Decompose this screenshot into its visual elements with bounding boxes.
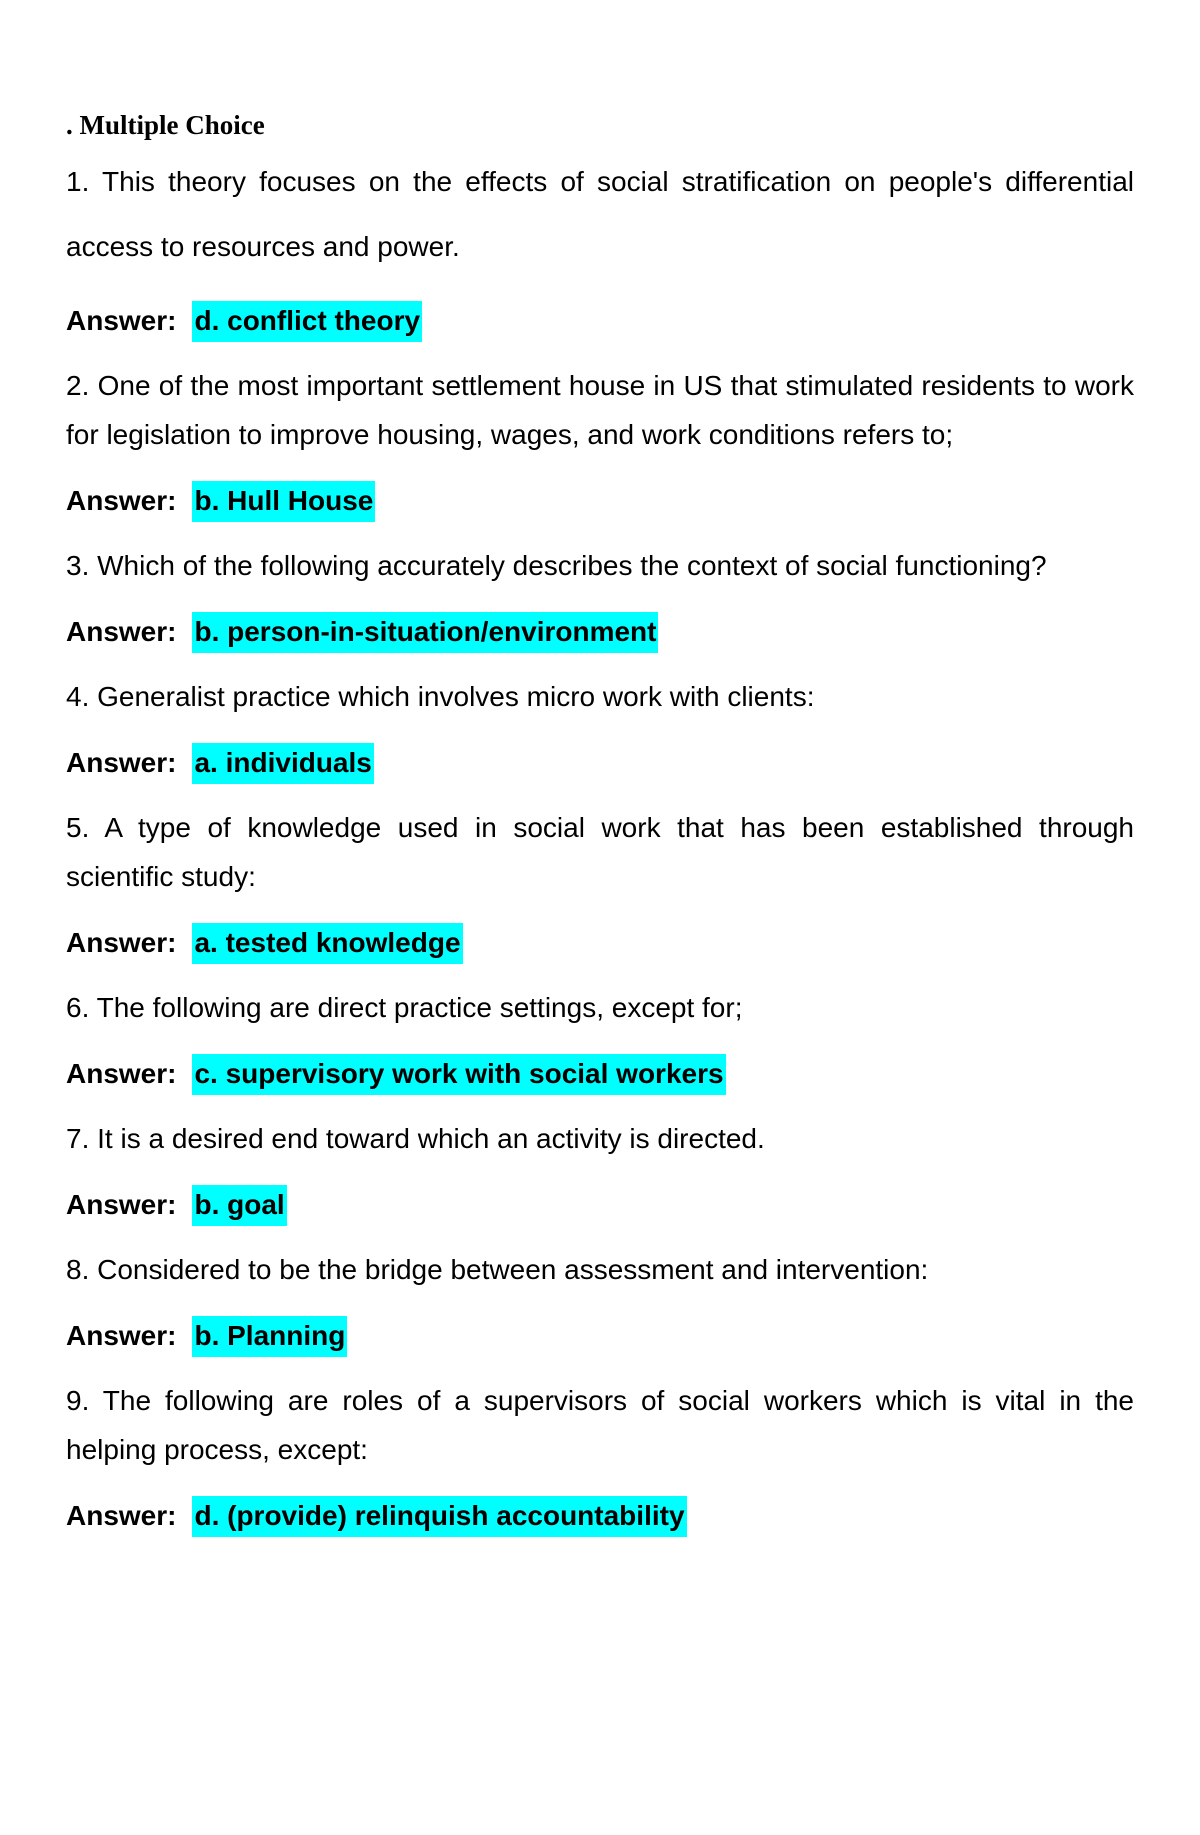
answer-4 xyxy=(66,741,1134,785)
question-5: 5. A type of knowledge used in social work that has been established through scientific study: xyxy=(66,812,1134,892)
answer-label: Answer: xyxy=(66,1189,177,1220)
answer-6 xyxy=(66,1052,1134,1096)
answer-label: Answer: xyxy=(66,927,177,958)
answer-3 xyxy=(66,610,1134,654)
answer-label: Answer: xyxy=(66,1058,177,1089)
question-6: 6. The following are direct practice settings, except for; xyxy=(66,992,743,1023)
question-3: 3. Which of the following accurately describes the context of social functioning? xyxy=(66,550,1047,581)
answer-text: b. Hull House xyxy=(192,481,375,522)
question-4: 4. Generalist practice which involves micro work with clients: xyxy=(66,681,815,712)
answer-7 xyxy=(66,1183,1134,1227)
answer-text: a. individuals xyxy=(192,743,373,784)
question-9: 9. The following are roles of a supervisors of social workers which is vital in the helping process, except: xyxy=(66,1385,1134,1465)
answer-text: a. tested knowledge xyxy=(192,923,462,964)
answer-label: Answer: xyxy=(66,616,177,647)
section-heading: . Multiple Choice xyxy=(66,110,265,140)
answer-text: b. goal xyxy=(192,1185,286,1226)
question-7: 7. It is a desired end toward which an activity is directed. xyxy=(66,1123,765,1154)
answer-label: Answer: xyxy=(66,1500,177,1531)
answer-label: Answer: xyxy=(66,305,177,336)
question-8: 8. Considered to be the bridge between assessment and intervention: xyxy=(66,1254,929,1285)
question-2: 2. One of the most important settlement house in US that stimulated residents to work for legislation to improve housing, wages, and work conditions refers to; xyxy=(66,370,1134,450)
answer-8 xyxy=(66,1314,1134,1358)
answer-text: b. Planning xyxy=(192,1316,347,1357)
answer-text: c. supervisory work with social workers xyxy=(192,1054,725,1095)
answer-label: Answer: xyxy=(66,485,177,516)
answer-9 xyxy=(66,1494,1134,1538)
question-1: 1. This theory focuses on the effects of social stratification on people's differential access to resources and power. xyxy=(66,166,1134,262)
answer-label: Answer: xyxy=(66,747,177,778)
answer-label: Answer: xyxy=(66,1320,177,1351)
answer-1 xyxy=(66,299,1134,343)
answer-5 xyxy=(66,921,1134,965)
answer-text: d. (provide) relinquish accountability xyxy=(192,1496,686,1537)
document-page xyxy=(66,108,1134,1556)
answer-2 xyxy=(66,479,1134,523)
answer-text: d. conflict theory xyxy=(192,301,422,342)
answer-text: b. person-in-situation/environment xyxy=(192,612,658,653)
